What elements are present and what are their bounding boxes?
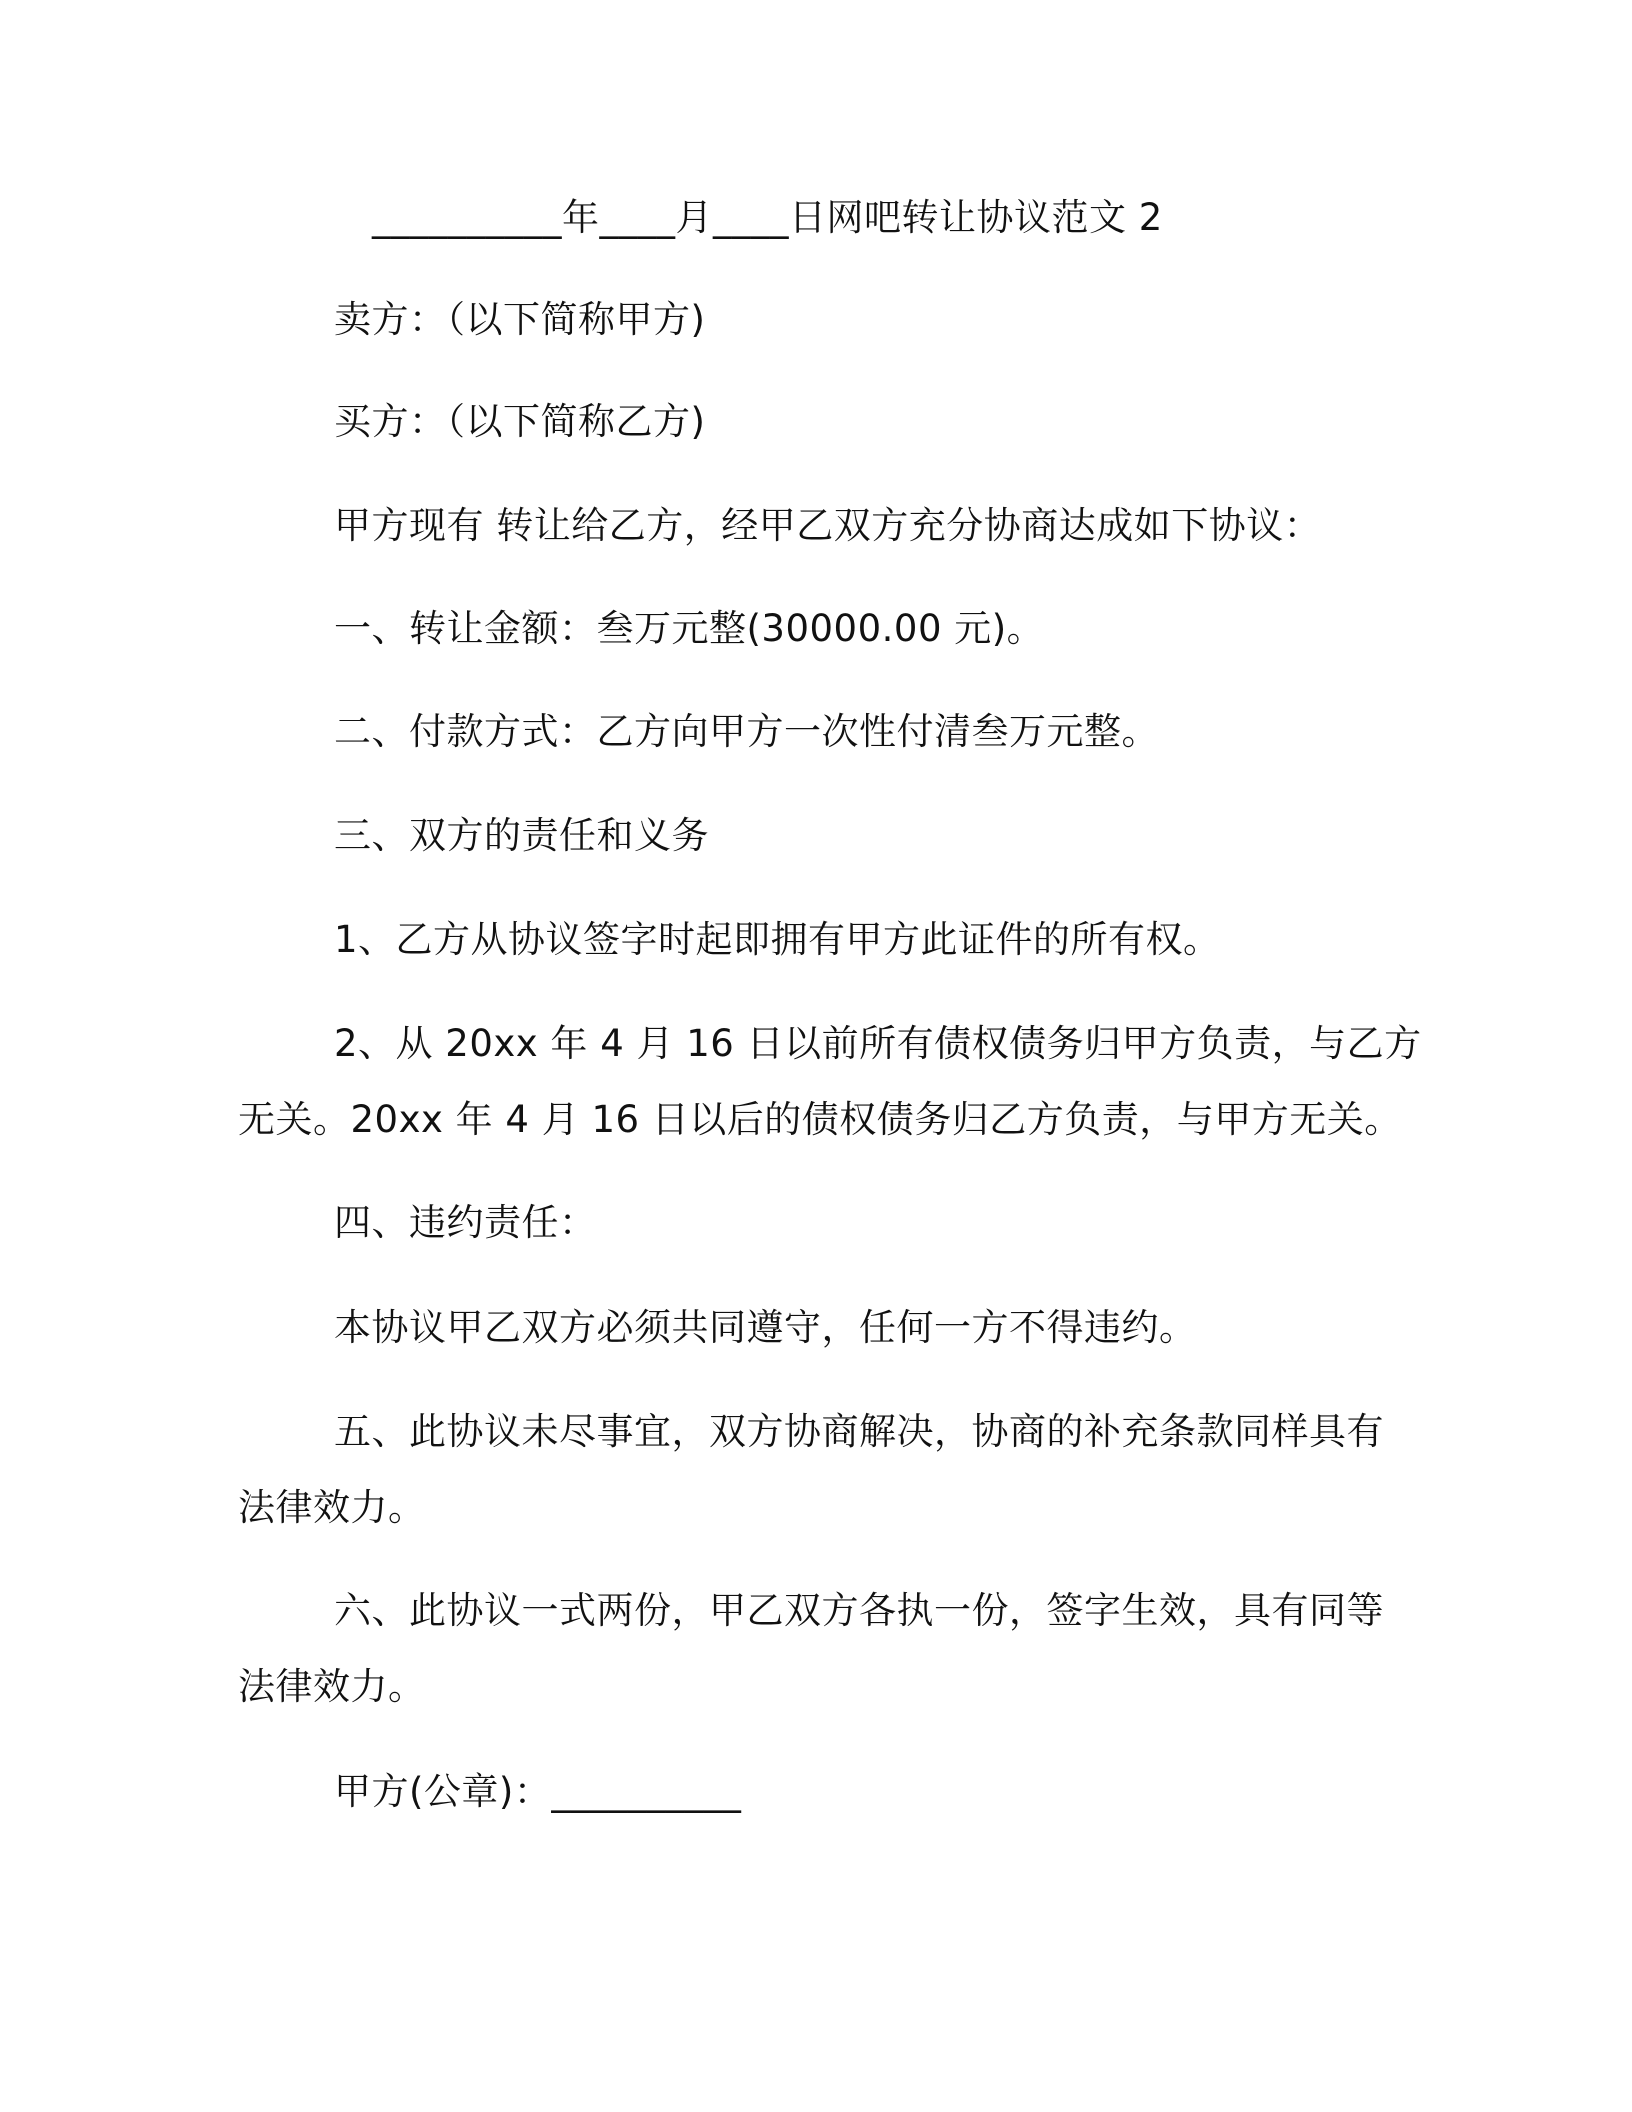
intro-paragraph: 甲方现有 转让给乙方，经甲乙双方充分协商达成如下协议： [334,504,1322,547]
seller-line: 卖方：（以下简称甲方) [334,298,706,341]
clause-3-item-2-line-1: 2、从 20xx 年 4 月 16 日以前所有债权债务归甲方负责，与乙方 [334,1022,1422,1065]
clause-4-text: 本协议甲乙双方必须共同遵守，任何一方不得违约。 [334,1306,1197,1349]
document-title: __________年____月____日网吧转让协议范文 2 [372,196,1163,239]
clause-5-line-1: 五、此协议未尽事宜，双方协商解决，协商的补充条款同样具有 [334,1410,1384,1453]
party-a-seal-line: 甲方(公章)：__________ [334,1770,742,1813]
clause-6-line-1: 六、此协议一式两份，甲乙双方各执一份，签字生效，具有同等 [334,1589,1384,1632]
clause-4-heading: 四、违约责任： [334,1201,597,1244]
clause-6-line-2: 法律效力。 [238,1665,426,1708]
clause-3-item-1: 1、乙方从协议签字时起即拥有甲方此证件的所有权。 [334,918,1221,961]
clause-1: 一、转让金额：叁万元整(30000.00 元)。 [334,607,1045,650]
clause-3-heading: 三、双方的责任和义务 [334,814,709,857]
clause-3-item-2-line-2: 无关。20xx 年 4 月 16 日以后的债权债务归乙方负责，与甲方无关。 [238,1098,1402,1141]
buyer-line: 买方：（以下简称乙方) [334,400,706,443]
clause-5-line-2: 法律效力。 [238,1486,426,1529]
clause-2: 二、付款方式：乙方向甲方一次性付清叁万元整。 [334,710,1159,753]
